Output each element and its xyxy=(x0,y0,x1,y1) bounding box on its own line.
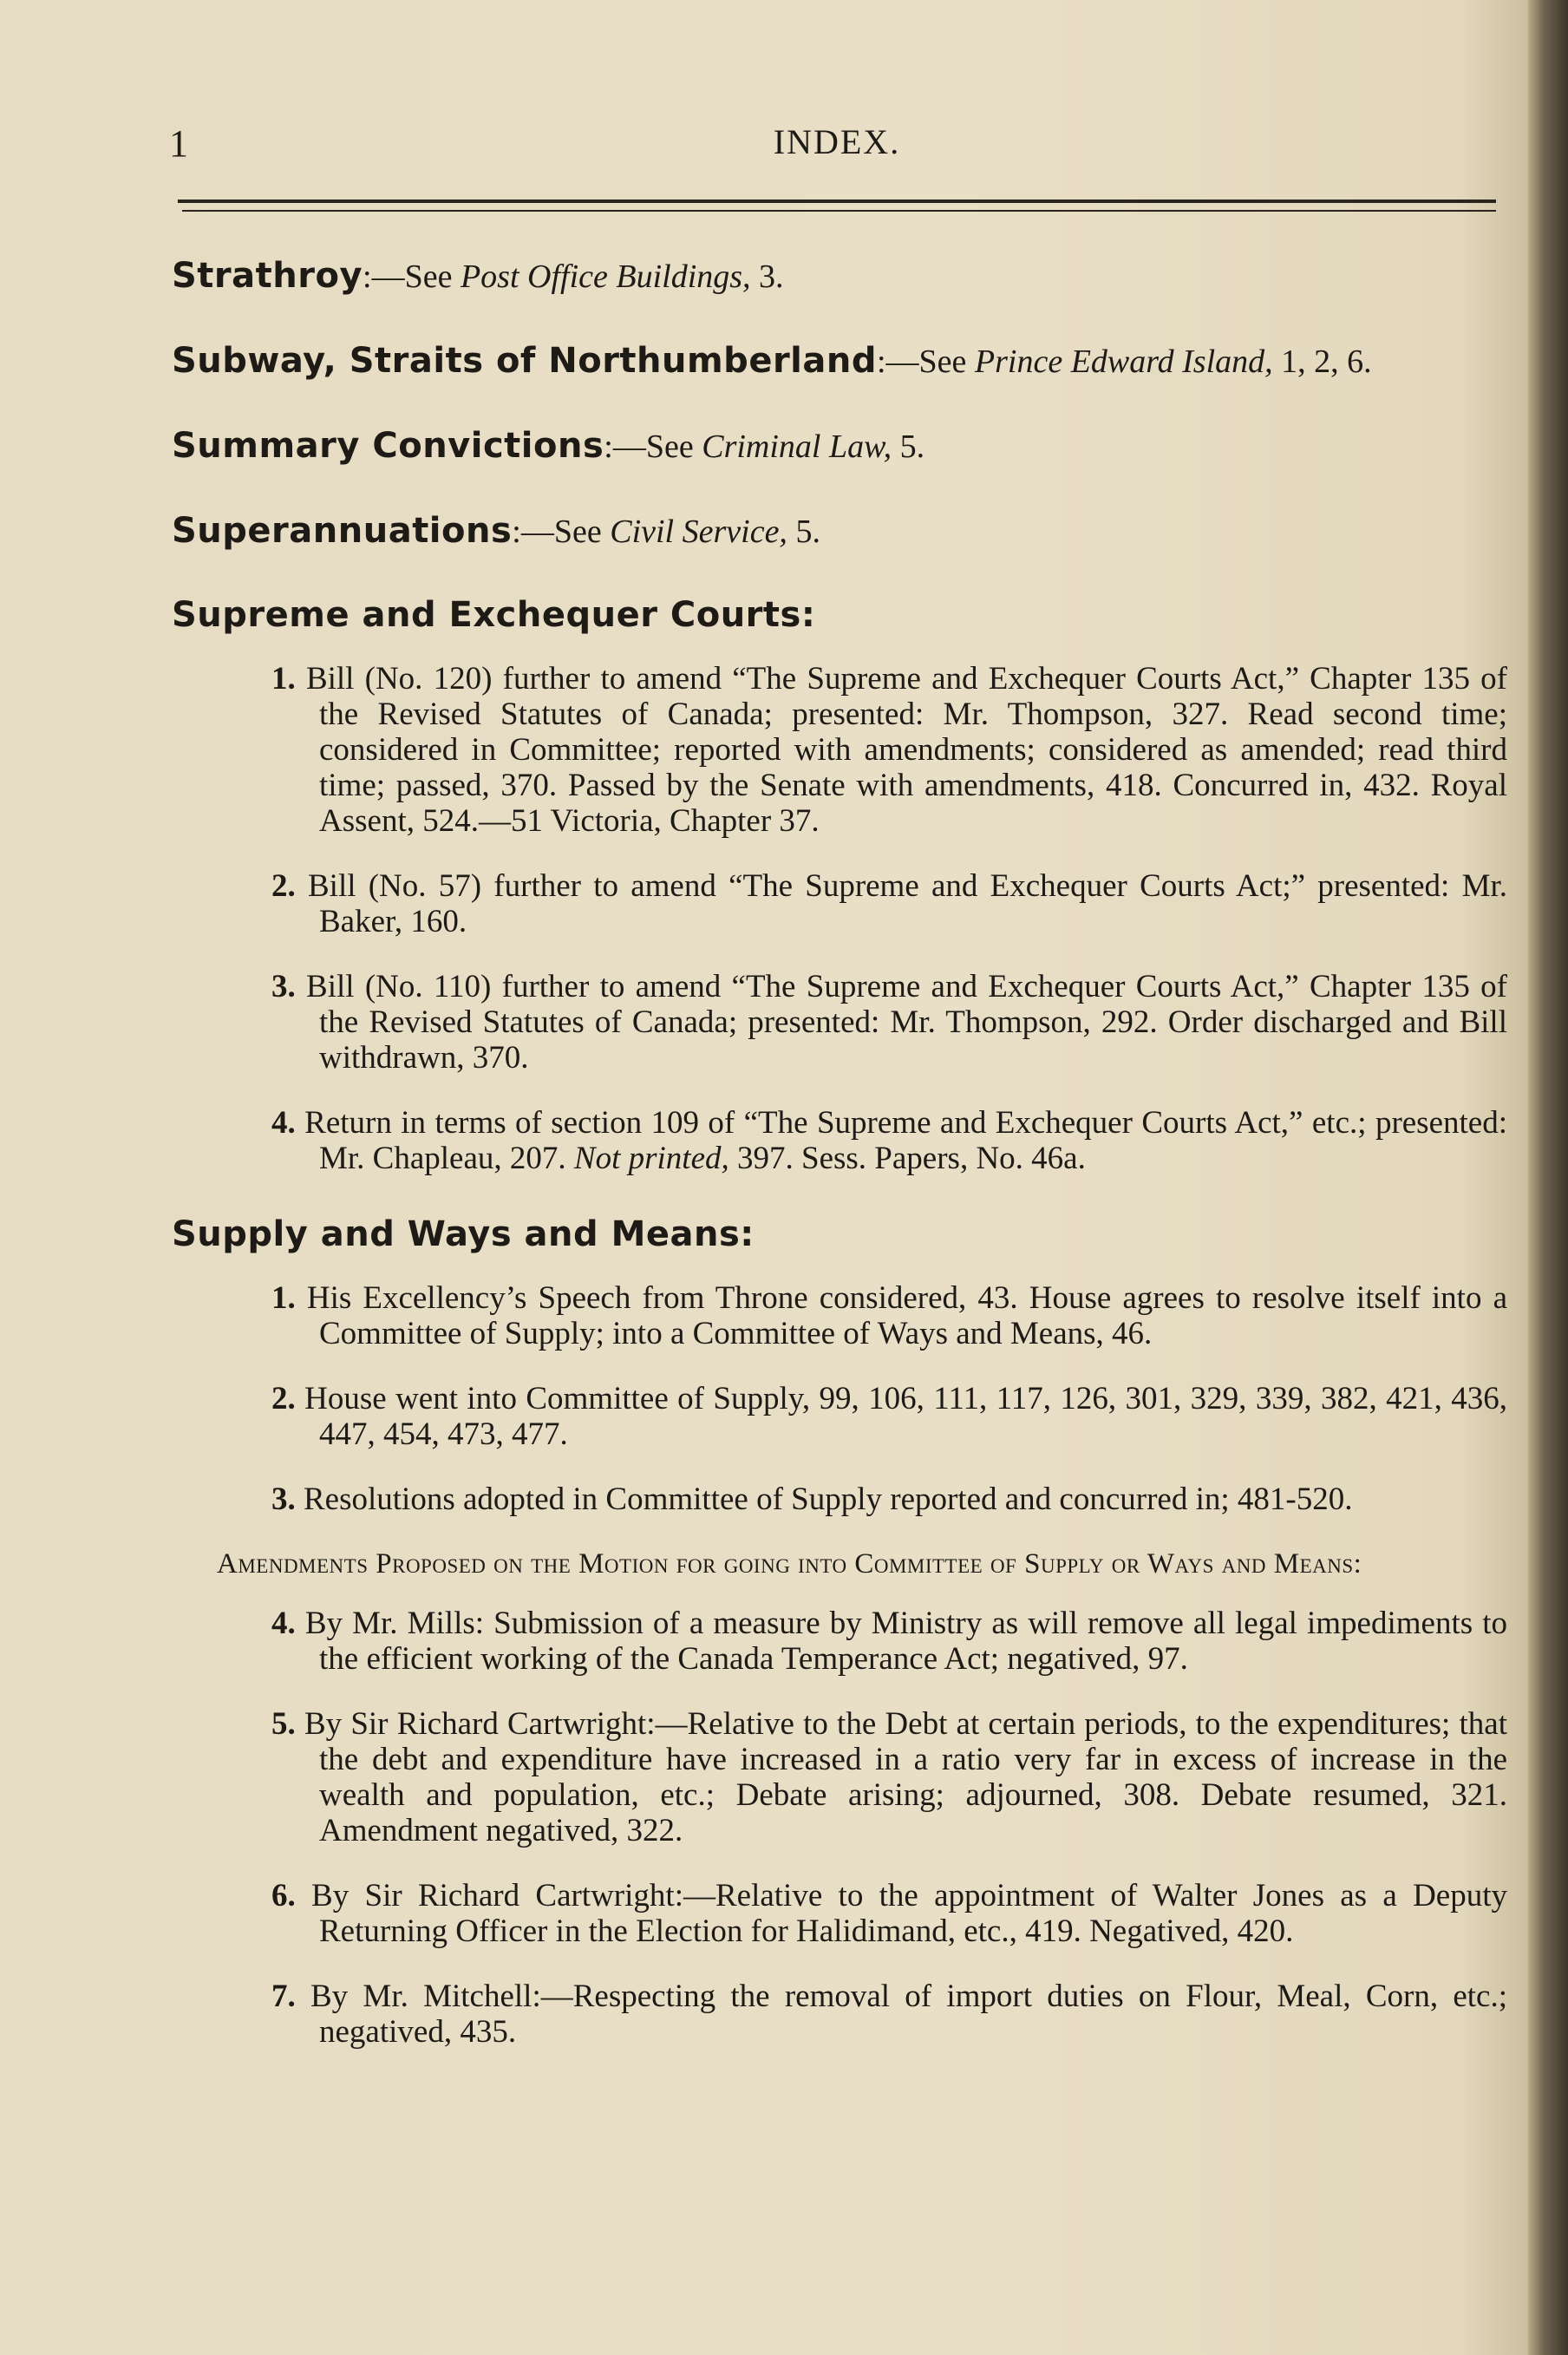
see-target: Criminal Law, xyxy=(702,428,892,465)
item-number: 3. xyxy=(271,1482,296,1517)
see-text: :—See xyxy=(363,258,461,295)
item-number: 4. xyxy=(271,1105,296,1141)
entry-heading: Superannuations xyxy=(172,511,513,551)
item-text: Bill (No. 57) further to amend “The Supreme and Exchequer Courts Act;” presented: Mr. Baker, 160. xyxy=(307,868,1507,939)
item-number: 6. xyxy=(271,1878,296,1913)
index-entry xyxy=(172,252,1507,300)
list-item xyxy=(172,1105,1507,1176)
item-italic-text: Not printed, xyxy=(573,1141,729,1176)
list-item xyxy=(172,661,1507,839)
supreme-courts-items xyxy=(172,661,1507,1176)
item-number: 3. xyxy=(271,969,296,1004)
see-pages: 1, 2, 6. xyxy=(1272,343,1372,380)
list-item xyxy=(172,868,1507,939)
list-item xyxy=(172,1706,1507,1848)
item-number: 5. xyxy=(271,1706,296,1742)
item-number: 7. xyxy=(271,1979,296,2014)
see-target: Prince Edward Island, xyxy=(974,343,1273,380)
see-text: :—See xyxy=(512,514,611,550)
running-title: INDEX. xyxy=(773,122,901,161)
page-header xyxy=(169,121,1505,173)
see-text: :—See xyxy=(604,428,702,465)
item-text: Bill (No. 110) further to amend “The Supreme and Exchequer Courts Act,” Chapter 135 of the Revised Statutes of Canada; presented: Mr. Thompson, 292. Order discharged and Bill withdrawn, 370. xyxy=(306,969,1507,1076)
header-rule-thin xyxy=(182,210,1496,212)
item-number: 2. xyxy=(271,1381,296,1416)
see-pages: 5. xyxy=(787,514,820,550)
list-item xyxy=(172,1979,1507,2050)
entry-heading: Subway, Straits of Northumberland xyxy=(172,341,877,381)
book-spine-edge xyxy=(1528,0,1568,2355)
see-text: :—See xyxy=(876,343,975,380)
item-text: Resolutions adopted in Committee of Supply reported and concurred in; 481-520. xyxy=(304,1482,1353,1517)
item-number: 2. xyxy=(271,868,296,904)
see-target: Civil Service, xyxy=(610,514,787,550)
header-rule-thick xyxy=(178,200,1496,203)
index-entry xyxy=(172,337,1507,385)
list-item xyxy=(172,1482,1507,1517)
list-item xyxy=(172,1280,1507,1351)
item-text: By Mr. Mills: Submission of a measure by Ministry as will remove all legal impediments to the efficient working of the Canada Temperance Act; negatived, 97. xyxy=(304,1606,1508,1677)
index-entry xyxy=(172,507,1507,555)
item-text: His Excellency’s Speech from Throne considered, 43. House agrees to resolve itself into a Committee of Supply; into a Committee of Ways and Means, 46. xyxy=(306,1280,1507,1351)
supply-items xyxy=(172,1280,1507,1517)
item-number: 4. xyxy=(271,1606,296,1641)
page-number: 1 xyxy=(169,122,188,165)
list-item xyxy=(172,1381,1507,1452)
list-item xyxy=(172,1606,1507,1677)
item-text: By Sir Richard Cartwright:—Relative to the Debt at certain periods, to the expenditures; that the debt and expenditure have increased in a ratio very far in excess of increase in the wealth and population, etc.; Debate arising; adjourned, 308. Debate resumed, 321. Amendment negatived, 322. xyxy=(304,1706,1508,1848)
item-text-tail: 397. Sess. Papers, No. 46a. xyxy=(728,1141,1086,1176)
item-text: By Sir Richard Cartwright:—Relative to the appointment of Walter Jones as a Deputy Returning Officer in the Election for Halidimand, etc., 419. Negatived, 420. xyxy=(311,1878,1507,1949)
see-pages: 5. xyxy=(892,428,925,465)
amendments-subheading: Amendments Proposed on the Motion for going into Committee of Supply or Ways and Means: xyxy=(217,1548,1362,1580)
item-number: 1. xyxy=(271,661,296,697)
see-pages: 3. xyxy=(750,258,784,295)
item-text: Return in terms of section 109 of “The Supreme and Exchequer Courts Act,” etc.; presented: Mr. Chapleau, 207. xyxy=(304,1105,1507,1176)
entry-heading: Strathroy xyxy=(172,256,363,296)
see-target: Post Office Buildings, xyxy=(460,258,751,295)
section-heading-supreme-courts: Supreme and Exchequer Courts: xyxy=(172,595,816,635)
item-text: House went into Committee of Supply, 99, 106, 111, 117, 126, 301, 329, 339, 382, 421, 436, 447, 454, 473, 477. xyxy=(304,1381,1507,1452)
item-text: By Mr. Mitchell:—Respecting the removal of import duties on Flour, Meal, Corn, etc.; negatived, 435. xyxy=(310,1979,1507,2050)
amendment-items xyxy=(172,1606,1507,2050)
entry-heading: Summary Convictions xyxy=(172,426,604,466)
list-item xyxy=(172,969,1507,1076)
item-text: Bill (No. 120) further to amend “The Supreme and Exchequer Courts Act,” Chapter 135 of the Revised Statutes of Canada; presented: Mr. Thompson, 327. Read second time; considered in Committee; reported with amendments; considered as amended; read third time; passed, 370. Passed by the Senate with amendments, 418. Concurred in, 432. Royal Assent, 524.—51 Victoria, Chapter 37. xyxy=(305,661,1507,839)
index-entry xyxy=(172,422,1507,470)
list-item xyxy=(172,1878,1507,1949)
index-content xyxy=(172,252,1507,2084)
section-heading-supply: Supply and Ways and Means: xyxy=(172,1214,755,1254)
item-number: 1. xyxy=(271,1280,296,1316)
